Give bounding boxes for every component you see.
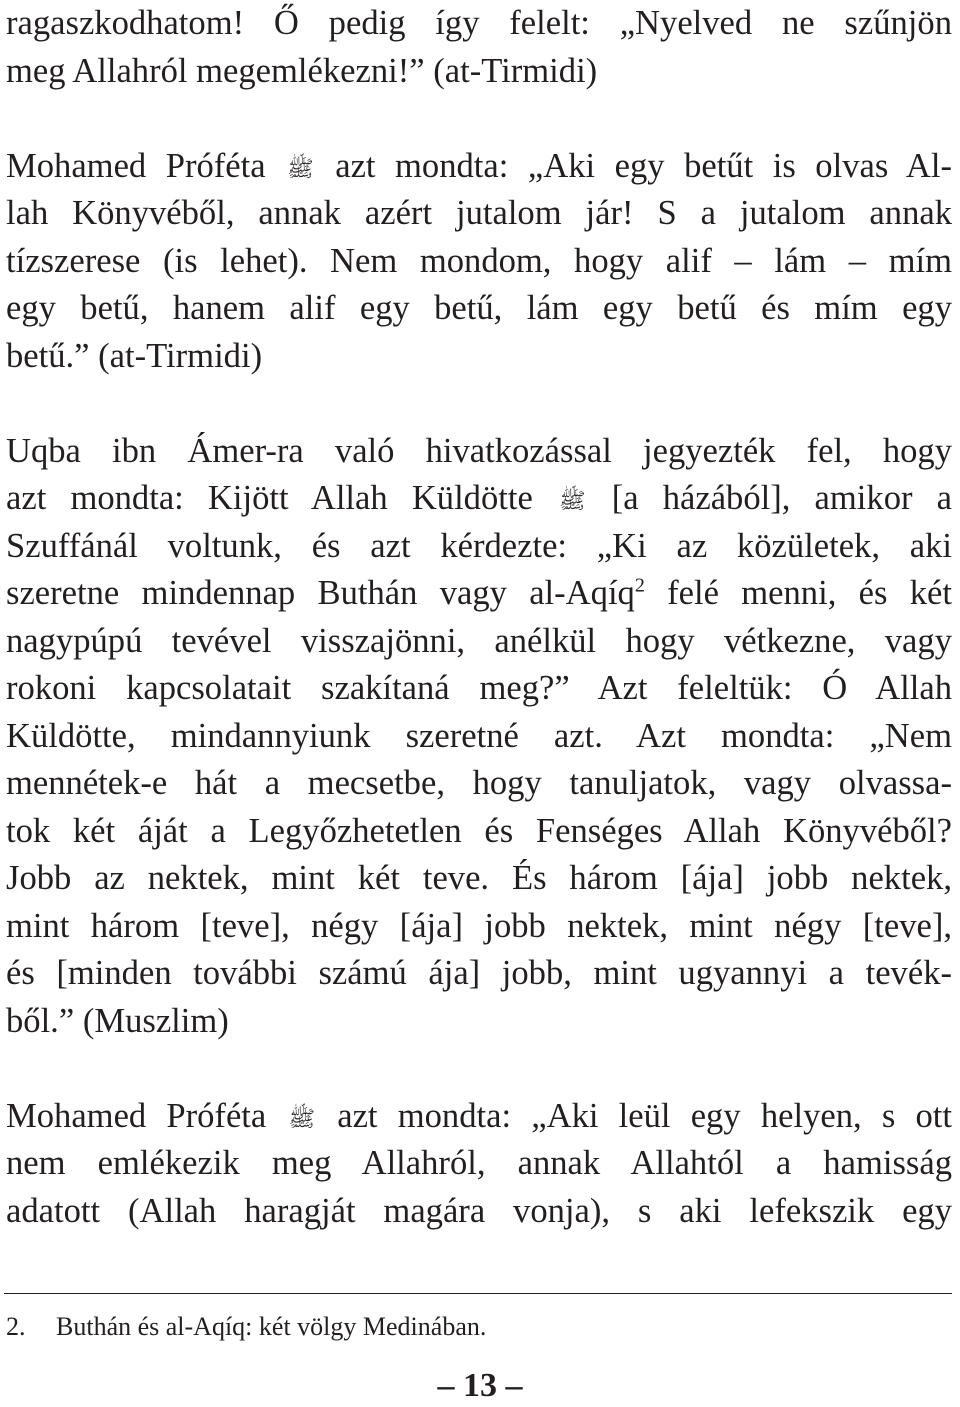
text-segment: Mohamed Próféta — [6, 1096, 267, 1135]
text-segment: [a házából], amikor a — [611, 479, 952, 517]
text-segment: szeretne mindennap Buthán vagy al-Aqíq — [6, 574, 635, 612]
paragraph-spacer — [6, 380, 952, 428]
text-line — [6, 143, 952, 191]
text-line: Küldötte, mindannyiunk szeretné azt. Azt mondta: „Nem — [6, 716, 952, 755]
paragraph-4 — [6, 1093, 952, 1236]
text-line: nagypúpú tevével visszajönni, anélkül hogy vétkezne, vagy — [6, 621, 952, 660]
text-line — [6, 475, 952, 523]
paragraph-2 — [6, 143, 952, 381]
honorific-icon: ﷺ — [288, 1105, 316, 1131]
text-line: ragaszkodhatom! Ő pedig így felelt: „Nyelved ne szűnjön — [6, 4, 952, 42]
honorific-icon: ﷺ — [287, 155, 314, 181]
paragraph-spacer — [6, 95, 952, 143]
text-line: Szuffánál voltunk, és azt kérdezte: „Ki az közületek, aki — [6, 526, 952, 565]
text-line: lah Könyvéből, annak azért jutalom jár! S a jutalom annak — [6, 194, 952, 232]
text-line: egy betű, hanem alif egy betű, lám egy betű és mím egy — [6, 289, 952, 327]
page-body — [6, 0, 952, 1235]
text-segment: azt mondta: „Aki leül egy helyen, s ott — [337, 1096, 952, 1135]
footnote-number: 2. — [6, 1312, 26, 1341]
text-segment: azt mondta: Kijött Allah Küldötte — [6, 479, 533, 517]
footnote — [6, 1311, 486, 1343]
text-line: nem emlékezik meg Allahról, annak Allahtól a hamisság — [6, 1144, 952, 1182]
page-number: – 13 – — [437, 1367, 523, 1404]
text-line: meg Allahról megemlékezni!” (at-Tirmidi) — [6, 51, 598, 90]
footnote-divider — [4, 1293, 952, 1294]
footnote-text: Buthán és al-Aqíq: két völgy Medinában. — [56, 1312, 487, 1341]
text-segment: felé menni, és két — [667, 574, 953, 612]
honorific-icon: ﷺ — [558, 488, 586, 514]
text-line: mennétek-e hát a mecsetbe, hogy tanuljatok, vagy olvassa- — [6, 764, 952, 802]
paragraph-3 — [6, 428, 952, 1046]
text-line: betű.” (at-Tirmidi) — [6, 336, 263, 375]
footnote-reference[interactable]: 2 — [634, 574, 645, 597]
text-segment: azt mondta: „Aki egy betűt is olvas Al- — [335, 146, 952, 185]
text-line: adatott (Allah haragját magára vonja), s aki lefekszik egy — [6, 1191, 952, 1230]
text-line: tok két áját a Legyőzhetetlen és Fenséges Allah Könyvéből? — [6, 811, 952, 850]
paragraph-spacer — [6, 1045, 952, 1093]
text-line: és [minden további számú ája] jobb, mint ugyannyi a tevék- — [6, 954, 952, 992]
text-line: tízszerese (is lehet). Nem mondom, hogy alif – lám – mím — [6, 241, 952, 280]
text-line: mint három [teve], négy [ája] jobb nektek, mint négy [teve], — [6, 906, 952, 945]
text-line — [6, 570, 952, 618]
text-line: rokoni kapcsolatait szakítaná meg?” Azt feleltük: Ó Allah — [6, 669, 952, 707]
text-segment: Mohamed Próféta — [6, 146, 266, 185]
text-line: Jobb az nektek, mint két teve. És három [ája] jobb nektek, — [6, 859, 952, 897]
text-line — [6, 1093, 952, 1141]
paragraph-1 — [6, 0, 952, 95]
text-line: Uqba ibn Ámer-ra való hivatkozással jegyezték fel, hogy — [6, 431, 952, 470]
text-line: ből.” (Muszlim) — [6, 1001, 229, 1040]
